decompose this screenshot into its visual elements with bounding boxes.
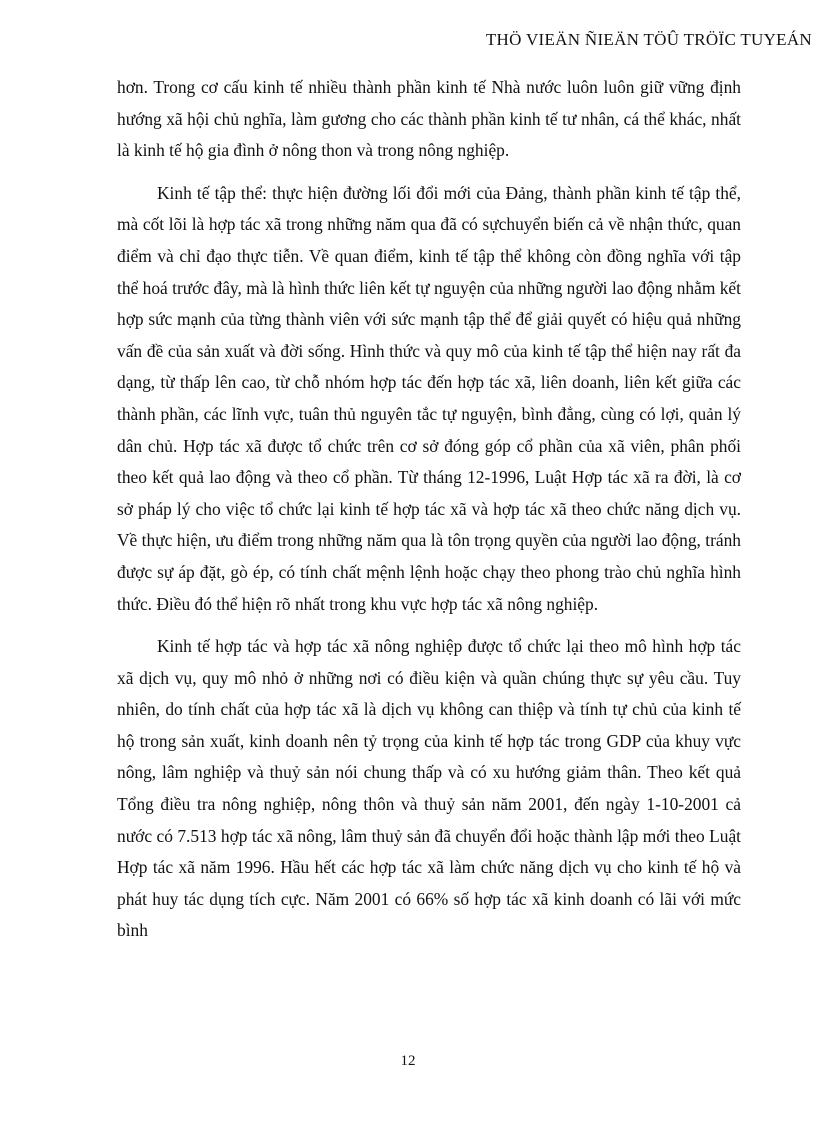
paragraph-1: hơn. Trong cơ cấu kinh tế nhiều thành phần kinh tế Nhà nước luôn luôn giữ vững định hướng xã hội chủ nghĩa, làm gương cho các thành phần kinh tế tư nhân, cá thể khác, nhất là kinh tế hộ gia đình ở nông thon và trong nông nghiệp. <box>117 77 741 161</box>
running-header: THÖ VIEÄN ÑIEÄN TÖÛ TRÖÏC TUYEÁN <box>485 30 812 49</box>
page-number: 12 <box>400 1053 416 1069</box>
paragraph-2: Kinh tế tập thể: thực hiện đường lối đổi mới của Đảng, thành phần kinh tế tập thể, mà cốt lõi là hợp tác xã trong những năm qua đã có sựchuyển biến cả về nhận thức, quan điểm và chỉ đạo thực tiễn. Về quan điểm, kinh tế tập thể không còn đồng nghĩa với tập thể hoá trước đây, mà là hình thức liên kết tự nguyện của những người lao động nhằm kết hợp sức mạnh của từng thành viên với sức mạnh tập thể để giải quyết có hiệu quả những vấn đề của sản xuất và đời sống. Hình thức và quy mô của kinh tế tập thể hiện nay rất đa dạng, từ thấp lên cao, từ chỗ nhóm hợp tác đến hợp tác xã, liên doanh, liên kết giữa các thành phần, các lĩnh vực, tuân thủ nguyên tắc tự nguyện, bình đẳng, cùng có lợi, quản lý dân chủ. Hợp tác xã được tổ chức trên cơ sở đóng góp cổ phần của xã viên, phân phối theo kết quả lao động và theo cổ phần. Từ tháng 12-1996, Luật Hợp tác xã ra đời, là cơ sở pháp lý cho việc tổ chức lại kinh tế hợp tác xã và hợp tác xã theo chức năng dịch vụ. Về thực hiện, ưu điểm trong những năm qua là tôn trọng quyền của người lao động, tránh được sự áp đặt, gò ép, có tính chất mệnh lệnh hoặc chạy theo phong trào chủ nghĩa hình thức. Điều đó thể hiện rõ nhất trong khu vực hợp tác xã nông nghiệp. <box>117 182 741 614</box>
paragraph-3: Kinh tế hợp tác và hợp tác xã nông nghiệp được tổ chức lại theo mô hình hợp tác xã dịch vụ, quy mô nhỏ ở những nơi có điều kiện và quần chúng thực sự yêu cầu. Tuy nhiên, do tính chất của hợp tác xã là dịch vụ không can thiệp và tính tự chủ của kinh tế hộ trong sản xuất, kinh doanh nên tỷ trọng của kinh tế hợp tác trong GDP của khuy vực nông, lâm nghiệp và thuỷ sản nói chung thấp và có xu hướng giảm thân. Theo kết quả Tổng điều tra nông nghiệp, nông thôn và thuỷ sản năm 2001, đến ngày 1-10-2001 cả nước có 7.513 hợp tác xã nông, lâm thuỷ sản đã chuyển đổi hoặc thành lập mới theo Luật Hợp tác xã năm 1996. Hầu hết các hợp tác xã làm chức năng dịch vụ cho kinh tế hộ và phát huy tác dụng tích cực. Năm 2001 có 66% số hợp tác xã kinh doanh có lãi với mức bình <box>117 636 741 941</box>
document-body <box>117 72 741 947</box>
